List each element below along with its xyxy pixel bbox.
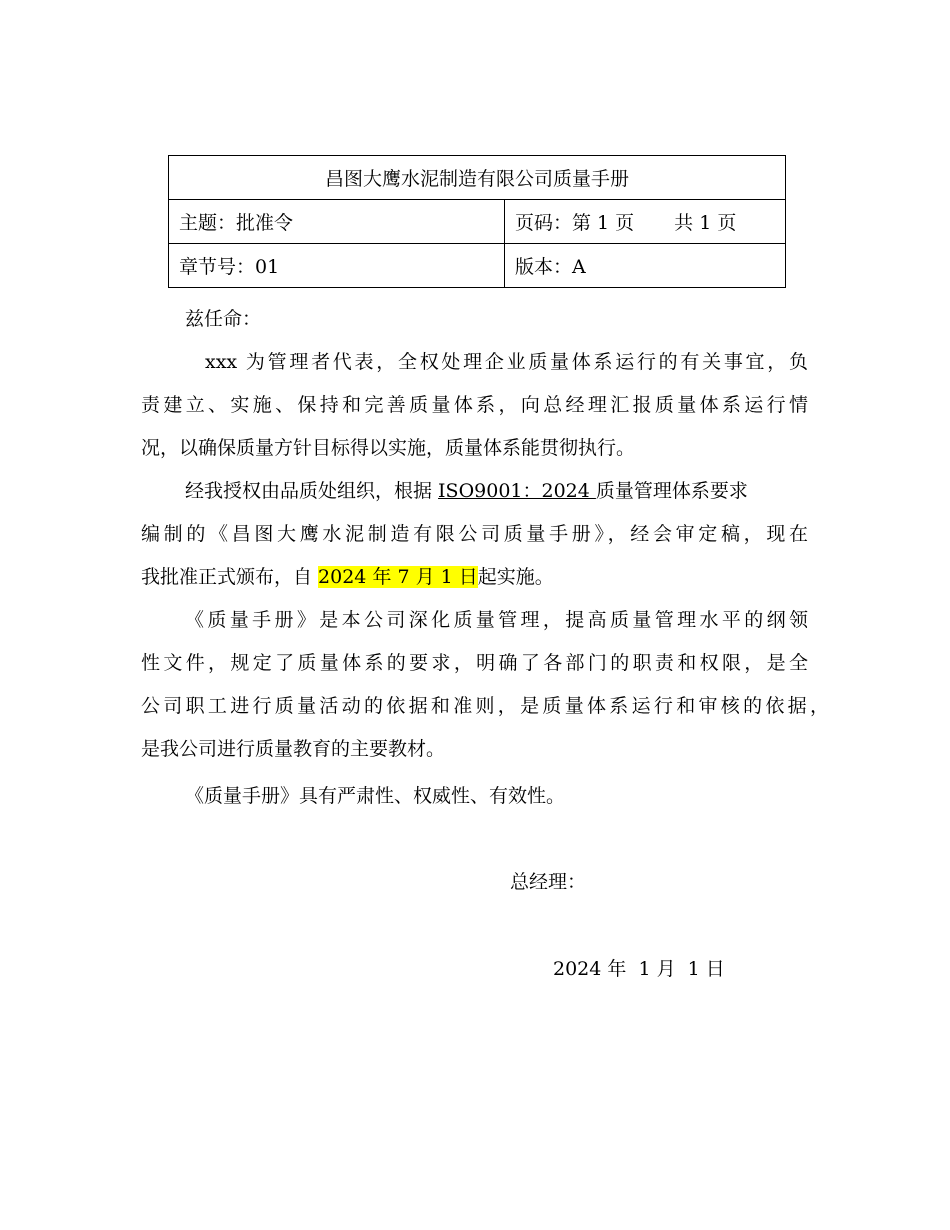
subject-cell: 主题：批准令 [169,200,505,244]
authorization-text-tail: 质量管理体系要求 [595,480,748,502]
page-number-label: 页码：第 1 页 [515,212,635,234]
manual-purpose-line-4: 是我公司进行质量教育的主要教材。 [141,738,446,760]
appointment-line-3: 况，以确保质量方针目标得以实施，质量体系能贯彻执行。 [141,437,636,459]
appointment-line-2: 责建立、实施、保持和完善质量体系，向总经理汇报质量体系运行情 [141,394,808,416]
manual-title: 昌图大鹰水泥制造有限公司质量手册 [169,156,786,200]
effective-date-highlight: 2024 年 7 月 1 日 [318,566,478,588]
authorization-text: 经我授权由品质处组织，根据 [185,480,439,502]
document-header-table [168,155,786,288]
manual-purpose-line-2: 性文件，规定了质量体系的要求，明确了各部门的职责和权限，是全 [141,652,808,674]
authorization-line-3 [141,565,554,589]
authorization-text-3: 我批准正式颁布，自 [141,566,319,588]
page-number-cell [505,200,786,244]
version-cell: 版本：A [505,244,786,288]
manual-purpose-line-3: 公司职工进行质量活动的依据和准则，是质量体系运行和审核的依据， [141,695,829,717]
signatory-title: 总经理： [510,871,587,893]
salutation: 兹任命： [185,308,262,330]
authorization-line-1 [185,479,748,503]
page-total-label: 共 1 页 [674,212,737,234]
chapter-cell: 章节号：01 [169,244,505,288]
authorization-text-3-tail: 起实施。 [477,566,554,588]
authorization-line-2: 编制的《昌图大鹰水泥制造有限公司质量手册》，经会审定稿，现在 [141,523,808,545]
manual-authority-statement: 《质量手册》具有严肃性、权威性、有效性。 [185,785,566,807]
appointment-line-1: xxx 为管理者代表，全权处理企业质量体系运行的有关事宜，负 [205,351,808,373]
iso-standard-reference: ISO9001：2024 [438,480,596,502]
manual-purpose-line-1: 《质量手册》是本公司深化质量管理，提高质量管理水平的纲领 [185,609,808,631]
signature-date: 2024 年 1 月 1 日 [553,958,725,980]
